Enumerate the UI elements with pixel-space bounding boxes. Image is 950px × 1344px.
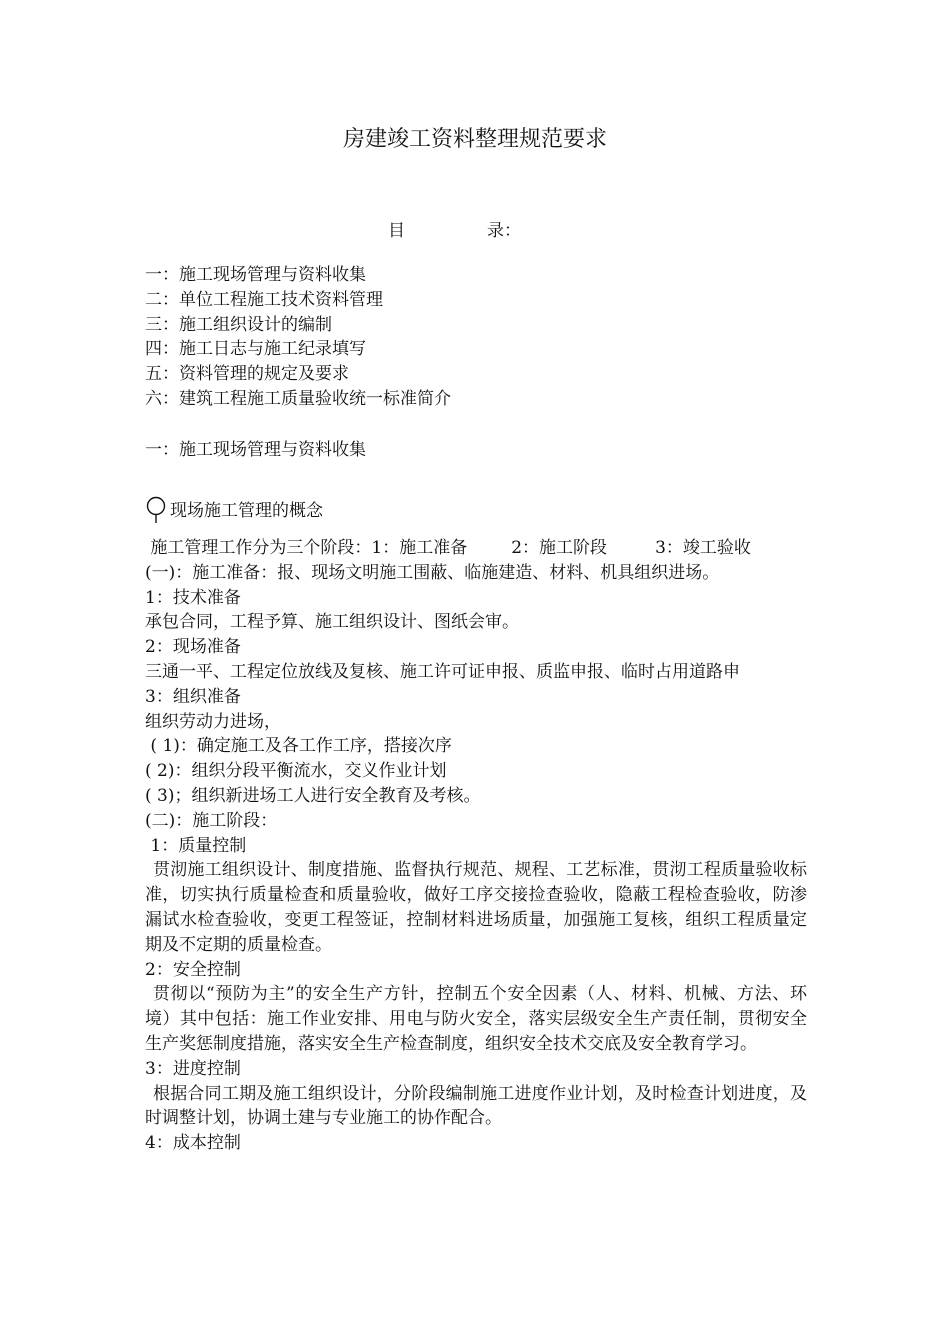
stage-1: 施工管理工作分为三个阶段：1：施工准备 (150, 538, 468, 558)
body-line: 1：质量控制 (145, 835, 247, 856)
toc-heading (388, 216, 521, 241)
body-line: 三通一平、工程定位放线及复核、施工许可证申报、质监申报、临时占用道路申 (145, 661, 740, 682)
body-line: 2：现场准备 (145, 637, 241, 658)
schedule-paragraph: 根据合同工期及施工组织设计，分阶段编制施工进度作业计划，及时检查计划进度，及时调整计划，协调土建与专业施工的协作配合。 (145, 1083, 807, 1129)
toc-item: 六：建筑工程施工质量验收统一标准简介 (145, 388, 451, 409)
body-line: 1：技术准备 (145, 587, 241, 608)
body-line: 3：进度控制 (145, 1058, 241, 1079)
body-line: 3：组织准备 (145, 686, 241, 707)
document-body (145, 536, 807, 1156)
table-of-contents (145, 263, 451, 412)
toc-item: 二：单位工程施工技术资料管理 (145, 289, 383, 310)
body-line: ( 1)：确定施工及各工作工序，搭接次序 (145, 736, 452, 757)
toc-item: 五：资料管理的规定及要求 (145, 364, 349, 385)
body-line: 承包合同，工程予算、施工组织设计、图纸会审。 (145, 612, 519, 633)
body-line: ( 2)：组织分段平衡流水，交义作业计划 (145, 761, 447, 782)
body-line: 4：成本控制 (145, 1133, 241, 1154)
concept-heading-text: 现场施工管理的概念 (170, 501, 323, 522)
toc-heading-left: 目 (388, 221, 405, 241)
document-title: 房建竣工资料整理规范要求 (342, 127, 607, 152)
safety-paragraph: 贯彻以“预防为主”的安全生产方针，控制五个安全因素（人、材料、机械、方法、环境）其中包括：施工作业安排、用电与防火安全，落实层级安全生产责任制，贯彻安全生产奖惩制度措施，落实安全生产检查制度，组织安全技术交底及安全教育学习。 (145, 984, 807, 1054)
tree-bullet-icon (145, 496, 167, 524)
toc-item: 四：施工日志与施工纪录填写 (145, 339, 366, 360)
stages-line (145, 536, 807, 561)
toc-item: 三：施工组织设计的编制 (145, 314, 332, 335)
concept-heading (145, 496, 323, 524)
stage-2: 2：施工阶段 (511, 538, 608, 558)
body-line: 组织劳动力进场， (145, 711, 281, 732)
toc-item: 一：施工现场管理与资料收集 (145, 265, 366, 285)
body-line: 2：安全控制 (145, 959, 241, 980)
section-heading: 一：施工现场管理与资料收集 (145, 440, 366, 460)
toc-heading-right: 录： (487, 221, 521, 241)
body-line: (一)：施工准备：报、现场文明施工围蔽、临施建造、材料、机具组织进场。 (145, 562, 720, 583)
body-line: ( 3)；组织新进场工人进行安全教育及考核。 (145, 785, 481, 806)
quality-paragraph: 贯沏施工组织设计、制度措施、监督执行规范、规程、工艺标准，贯沏工程质量验收标准，切实执行质量检查和质量验收，做好工序交接捡查验收，隐蔽工程检查验收，防渗漏试水检查验收，变更工程签证，控制材料进场质量，加强施工复核，组织工程质量定期及不定期的质量检查。 (145, 860, 807, 955)
stage-3: 3：竣工验收 (655, 538, 751, 558)
body-line: (二)：施工阶段： (145, 810, 278, 831)
